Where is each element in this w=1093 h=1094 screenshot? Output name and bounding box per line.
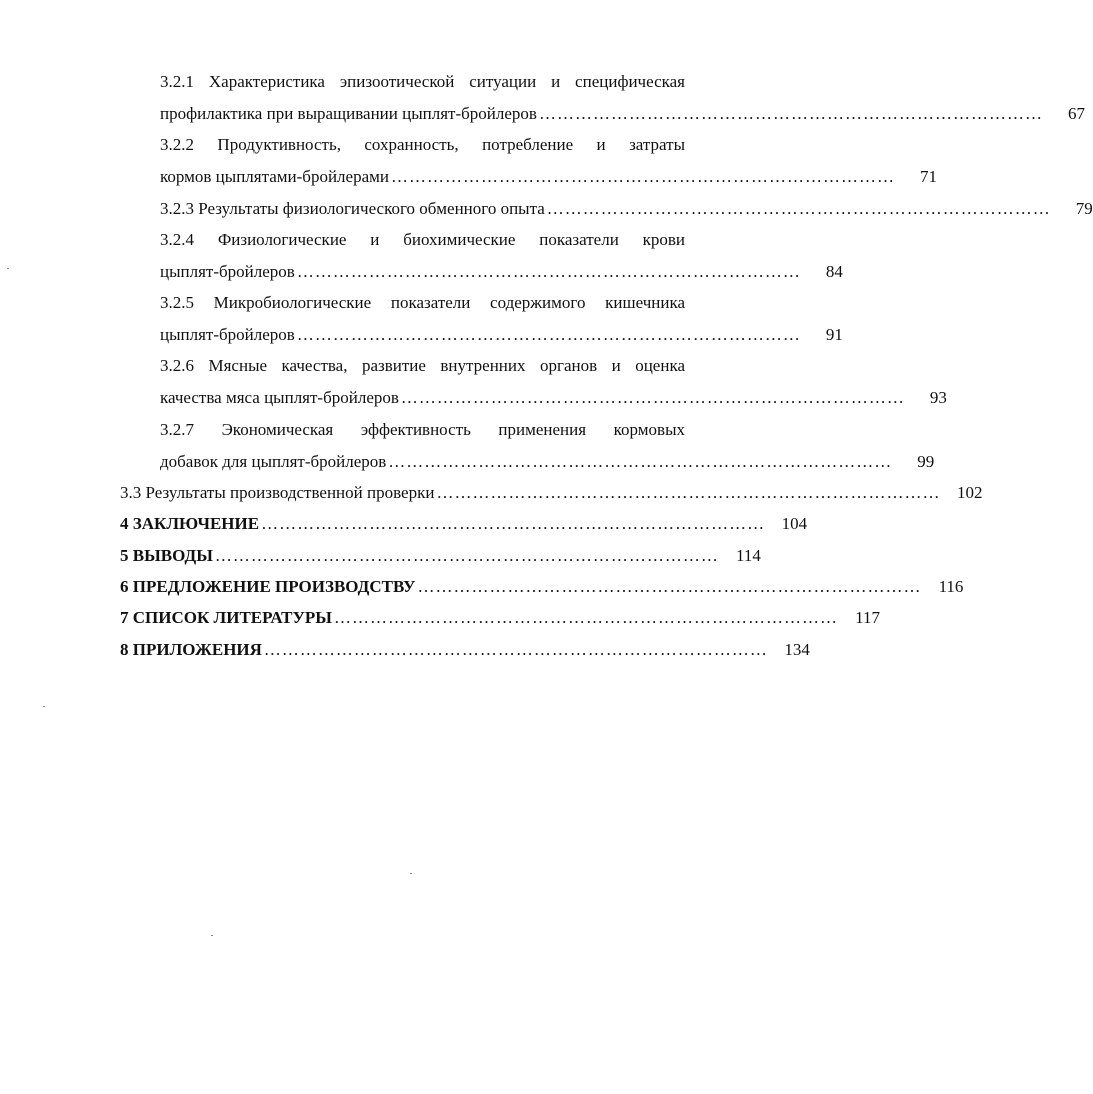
page-number: 134 <box>784 640 810 659</box>
toc-entry-title: качества мяса цыплят-бройлеров <box>160 388 399 407</box>
dot-leader: ………………………………………………………………………… <box>296 325 801 344</box>
page-number: 99 <box>917 452 935 471</box>
scan-speck <box>43 706 45 707</box>
dot-leader: ………………………………………………………………………… <box>546 199 1051 218</box>
toc-entry-title: кормов цыплятами-бройлерами <box>160 167 389 186</box>
toc-entry-line: 3.2.5 Микробиологические показатели содержимого кишечника <box>160 293 685 312</box>
dot-leader: ………………………………………………………………………… <box>388 452 893 471</box>
toc-entry-line: 3.2.1 Характеристика эпизоотической ситуации и специфическая <box>160 72 685 91</box>
dot-leader: ………………………………………………………………………… <box>214 546 719 565</box>
toc-entry-title: добавок для цыплят-бройлеров <box>160 452 387 471</box>
page-number: 91 <box>825 325 843 344</box>
toc-entry-title: цыплят-бройлеров <box>160 325 295 344</box>
dot-leader: ………………………………………………………………………… <box>296 262 801 281</box>
toc-entry-line: 3.2.2 Продуктивность, сохранность, потребление и затраты <box>160 135 685 154</box>
dot-leader: ………………………………………………………………………… <box>261 514 766 533</box>
scan-speck <box>7 268 9 269</box>
toc-entry-title: 3.2.3 Результаты физиологического обменного опыта <box>160 199 545 218</box>
dot-leader: ………………………………………………………………………… <box>334 608 839 627</box>
toc-entry-title: 6 ПРЕДЛОЖЕНИЕ ПРОИЗВОДСТВУ <box>120 577 416 596</box>
toc-entry-title: 4 ЗАКЛЮЧЕНИЕ <box>120 514 260 533</box>
dot-leader: ………………………………………………………………………… <box>417 577 922 596</box>
toc-entry-title: 7 СПИСОК ЛИТЕРАТУРЫ <box>120 608 333 627</box>
page-number: 84 <box>825 262 843 281</box>
toc-entry-line: 3.2.7 Экономическая эффективность применения кормовых <box>160 420 685 439</box>
page-number: 116 <box>938 577 964 596</box>
dot-leader: ………………………………………………………………………… <box>436 483 941 502</box>
toc-entry-title: цыплят-бройлеров <box>160 262 295 281</box>
toc-entry-title: 8 ПРИЛОЖЕНИЯ <box>120 640 262 659</box>
page-number: 114 <box>736 546 761 565</box>
scan-speck <box>410 873 412 874</box>
toc-entry-line: 3.2.4 Физиологические и биохимические показатели крови <box>160 230 685 249</box>
page-number: 102 <box>956 483 983 502</box>
toc-entry-title: 5 ВЫВОДЫ <box>120 546 213 565</box>
page-number: 93 <box>929 388 947 407</box>
dot-leader: ………………………………………………………………………… <box>390 167 895 186</box>
dot-leader: ………………………………………………………………………… <box>400 388 905 407</box>
toc-entry-title: 3.3 Результаты производственной проверки <box>120 483 435 502</box>
scan-speck <box>211 935 213 936</box>
toc-entry-line: 3.2.6 Мясные качества, развитие внутренних органов и оценка <box>160 356 685 375</box>
page-number: 104 <box>781 514 808 533</box>
page-number: 71 <box>919 167 937 186</box>
dot-leader: ………………………………………………………………………… <box>263 640 768 659</box>
page-number: 67 <box>1067 104 1085 123</box>
toc-entry-title: профилактика при выращивании цыплят-бройлеров <box>160 104 537 123</box>
page-number: 79 <box>1075 199 1093 218</box>
page-number: 117 <box>855 608 881 627</box>
dot-leader: ………………………………………………………………………… <box>538 104 1043 123</box>
